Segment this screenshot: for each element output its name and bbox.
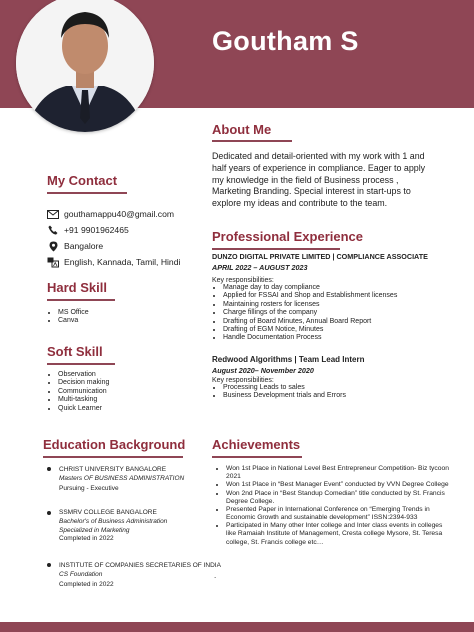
experience-divider (212, 248, 340, 250)
list-item: • Drafting of EGM Notice, Minutes (223, 326, 447, 334)
education-status: Pursuing - Executive (59, 484, 119, 492)
list-item: • Quick Learner (58, 405, 109, 413)
education-status: Completed in 2022 (59, 535, 114, 543)
list-item: • Participated in Many other Inter college and Inter class events in colleges like Ramaiah Institute of Management, Cresta college Mysore, St. Teresa college, St. Francis college etc… (226, 522, 451, 547)
list-item: • MS Office (58, 309, 89, 317)
achievements-heading: Achievements (212, 437, 301, 452)
list-item: • Business Development trials and Errors (223, 392, 447, 400)
school-name: CHRIST UNIVERSITY BANGALORE (59, 466, 167, 473)
education-divider (43, 456, 183, 458)
profile-photo (16, 0, 154, 132)
school-name: SSMRV COLLEGE BANGALORE (59, 509, 157, 516)
phone-icon (47, 225, 59, 235)
list-item: • Won 1st Place in “Best Manager Event” conducted by VVN Degree College (226, 481, 451, 489)
list-item: • Observation (58, 371, 109, 379)
contact-location (47, 241, 103, 251)
list-item: • Handle Documentation Process (223, 334, 447, 342)
experience-heading: Professional Experience (212, 229, 364, 244)
list-item: • Communication (58, 388, 109, 396)
contact-email (47, 209, 174, 219)
job-title: DUNZO DIGITAL PRIVATE LIMITED | COMPLIANCE ASSOCIATE (212, 252, 428, 261)
about-heading: About Me (212, 122, 272, 137)
hard-skill-heading: Hard Skill (47, 280, 107, 295)
achievements-divider (212, 456, 302, 458)
bullet-dot (47, 563, 51, 567)
mail-icon (47, 209, 59, 219)
job-title: Redwood Algorithms | Team Lead Intern (212, 355, 365, 364)
language-icon (47, 257, 59, 267)
education-status: Completed in 2022 (59, 580, 114, 588)
job-entry (212, 355, 447, 401)
phone-text: +91 9901962465 (64, 225, 129, 235)
soft-skill-list (47, 371, 109, 413)
list-item: • Presented Paper in International Conference on “Emerging Trends in Economic Growth and sustainable development” ISSN:2394-933 (226, 506, 451, 522)
location-pin-icon (47, 241, 59, 251)
list-item: • Charge fillings of the company (223, 309, 447, 317)
list-item: • Multi-tasking (58, 396, 109, 404)
job-entry (212, 252, 447, 343)
job-dates: August 2020– November 2020 (212, 366, 314, 375)
list-item: • Canva (58, 317, 89, 325)
list-item: • Processing Leads to sales (223, 384, 447, 392)
trailing-period: . (214, 571, 217, 580)
location-text: Bangalore (64, 241, 104, 251)
avatar (16, 0, 154, 132)
hard-skill-list (47, 309, 89, 326)
list-item: • Drafting of Board Minutes, Annual Board Report (223, 318, 447, 326)
responsibilities-label: Key responsibilities: (212, 377, 274, 384)
contact-heading: My Contact (47, 173, 118, 188)
list-item: • Won 2nd Place in “Best Standup Comedian” title conducted by St. Francis Degree College. (226, 490, 451, 506)
hard-skill-divider (47, 299, 115, 301)
specialization: Specialized in Marketing (59, 526, 130, 534)
contact-divider (47, 192, 127, 194)
contact-languages (47, 257, 180, 267)
job-dates: APRIL 2022 – AUGUST 2023 (212, 263, 308, 272)
responsibilities-list (212, 384, 447, 401)
soft-skill-heading: Soft Skill (47, 344, 103, 359)
list-item: • Won 1st Place in National Level Best Entrepreneur Competition- Biz tycoon 2021 (226, 465, 451, 481)
soft-skill-divider (47, 363, 115, 365)
about-divider (212, 140, 292, 142)
responsibilities-label: Key responsibilities: (212, 277, 274, 284)
degree: Bachelor's of Business Administration (59, 517, 168, 525)
list-item: • Manage day to day compliance (223, 284, 447, 292)
person-name: Goutham S (212, 26, 359, 56)
languages-text: English, Kannada, Tamil, Hindi (64, 257, 181, 267)
bullet-dot (47, 467, 51, 471)
school-name: INSTITUTE OF COMPANIES SECRETARIES OF INDIA (59, 562, 221, 569)
degree: CS Foundation (59, 571, 103, 579)
responsibilities-list (212, 284, 447, 343)
degree: Masters OF BUSINESS ADMINISTRATION (59, 475, 185, 483)
achievements-list (215, 465, 451, 547)
list-item: • Applied for FSSAI and Shop and Establishment licenses (223, 292, 447, 300)
education-heading: Education Background (43, 437, 186, 452)
footer-band (0, 622, 474, 632)
about-text: Dedicated and detail-oriented with my work with 1 and half years of experience in compliance. Eager to apply my knowledge in the field of Business process , Marketing Branding. Special interest in start-ups to explore my ideas and contribute to the team. (212, 151, 426, 208)
email-text: gouthamappu40@gmail.com (64, 209, 175, 219)
list-item: • Decision making (58, 379, 109, 387)
list-item: • Maintaining rosters for licenses (223, 301, 447, 309)
contact-phone (47, 225, 129, 235)
bullet-dot (47, 511, 51, 515)
